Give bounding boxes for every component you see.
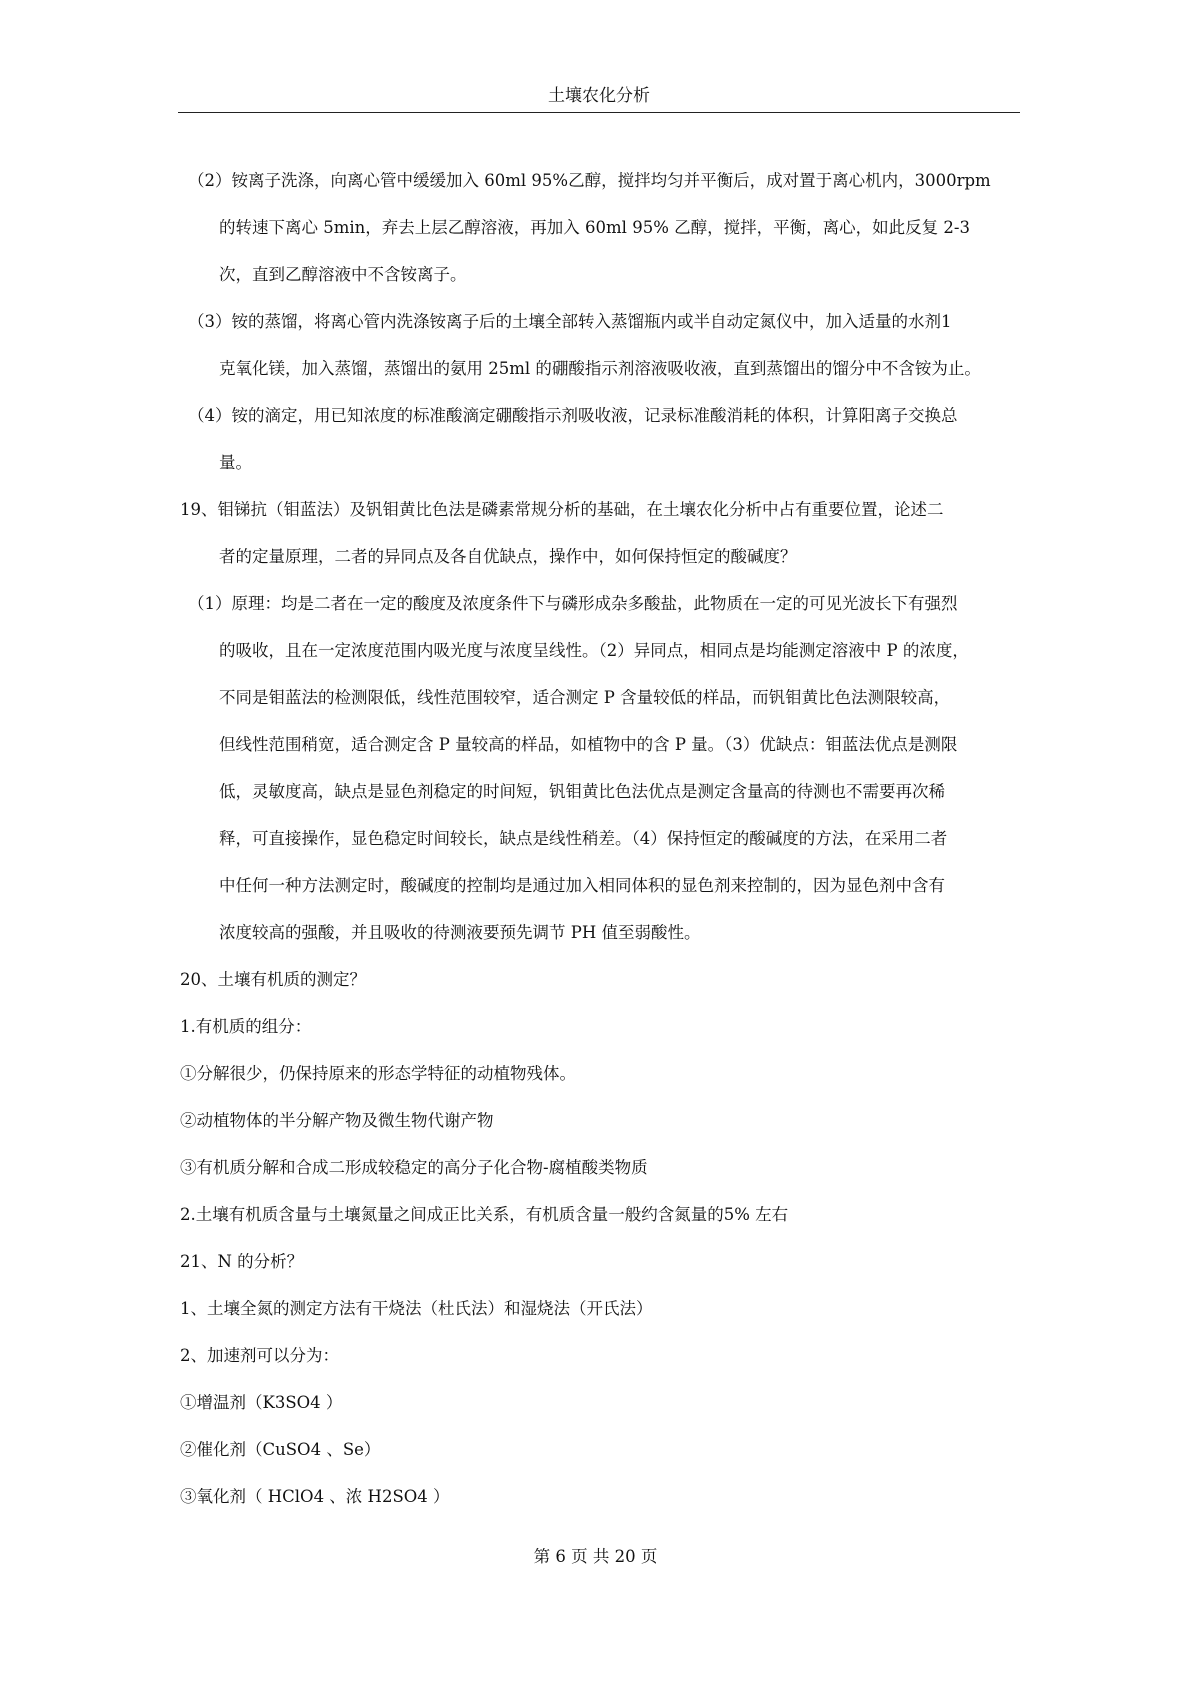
text-line: 1.有机质的组分：	[180, 1017, 312, 1036]
text-line: 的转速下离心 5min，弃去上层乙醇溶液，再加入 60ml 95% 乙醇，搅拌，平衡，离心，如此反复 2-3	[219, 218, 970, 237]
text-line: （3）铵的蒸馏，将离心管内洗涤铵离子后的土壤全部转入蒸馏瓶内或半自动定氮仪中，加入适量的水剂1	[188, 312, 952, 331]
text-line: 21、N 的分析？	[180, 1252, 304, 1271]
text-line: 的吸收，且在一定浓度范围内吸光度与浓度呈线性。（2）异同点，相同点是均能测定溶液中 P 的浓度，	[219, 641, 969, 660]
text-line: （1）原理：均是二者在一定的酸度及浓度条件下与磷形成杂多酸盐，此物质在一定的可见光波长下有强烈	[188, 594, 958, 613]
text-line: 者的定量原理，二者的异同点及各自优缺点，操作中，如何保持恒定的酸碱度？	[219, 547, 797, 566]
text-line: 1、土壤全氮的测定方法有干烧法（杜氏法）和湿烧法（开氏法）	[180, 1299, 653, 1318]
text-line: ①增温剂（K3SO4 ）	[180, 1393, 343, 1412]
text-line: 量。	[219, 453, 252, 472]
text-line: （4）铵的滴定，用已知浓度的标准酸滴定硼酸指示剂吸收液，记录标准酸消耗的体积，计算阳离子交换总	[188, 406, 958, 425]
text-line: 中任何一种方法测定时，酸碱度的控制均是通过加入相同体积的显色剂来控制的，因为显色剂中含有	[219, 876, 945, 895]
text-line: ①分解很少，仍保持原来的形态学特征的动植物残体。	[180, 1064, 576, 1083]
text-line: 19、钼锑抗（钼蓝法）及钒钼黄比色法是磷素常规分析的基础，在土壤农化分析中占有重要位置，论述二	[180, 500, 944, 519]
text-line: ②动植物体的半分解产物及微生物代谢产物	[180, 1111, 494, 1130]
page-footer	[0, 1546, 1191, 1568]
text-line: （2）铵离子洗涤，向离心管中缓缓加入 60ml 95%乙醇，搅拌均匀并平衡后，成对置于离心机内，3000rpm	[188, 171, 991, 190]
text-line: 2、加速剂可以分为：	[180, 1346, 339, 1365]
page-number: 第 6 页 共 20 页	[533, 1547, 658, 1566]
text-line: 不同是钼蓝法的检测限低，线性范围较窄，适合测定 P 含量较低的样品，而钒钼黄比色法测限较高，	[219, 688, 951, 707]
text-line: 次，直到乙醇溶液中不含铵离子。	[219, 265, 467, 284]
text-line: ②催化剂（CuSO4 、Se）	[180, 1440, 381, 1459]
text-line: ③有机质分解和合成二形成较稳定的高分子化合物-腐植酸类物质	[180, 1158, 648, 1177]
text-line: 低，灵敏度高，缺点是显色剂稳定的时间短，钒钼黄比色法优点是测定含量高的待测也不需要再次稀	[219, 782, 945, 801]
text-line: 浓度较高的强酸，并且吸收的待测液要预先调节 PH 值至弱酸性。	[219, 923, 701, 942]
text-line: ③氧化剂（ HClO4 、浓 H2SO4 ）	[180, 1487, 450, 1506]
text-line: 释，可直接操作，显色稳定时间较长，缺点是线性稍差。（4）保持恒定的酸碱度的方法，在采用二者	[219, 829, 948, 848]
header-title: 土壤农化分析	[548, 86, 650, 106]
text-line: 20、土壤有机质的测定？	[180, 970, 366, 989]
text-line: 克氧化镁，加入蒸馏，蒸馏出的氨用 25ml 的硼酸指示剂溶液吸收液，直到蒸馏出的馏分中不含铵为止。	[219, 359, 981, 378]
text-line: 但线性范围稍宽，适合测定含 P 量较高的样品，如植物中的含 P 量。（3）优缺点：钼蓝法优点是测限	[219, 735, 958, 754]
text-line: 2.土壤有机质含量与土壤氮量之间成正比关系，有机质含量一般约含氮量的5% 左右	[180, 1205, 789, 1224]
